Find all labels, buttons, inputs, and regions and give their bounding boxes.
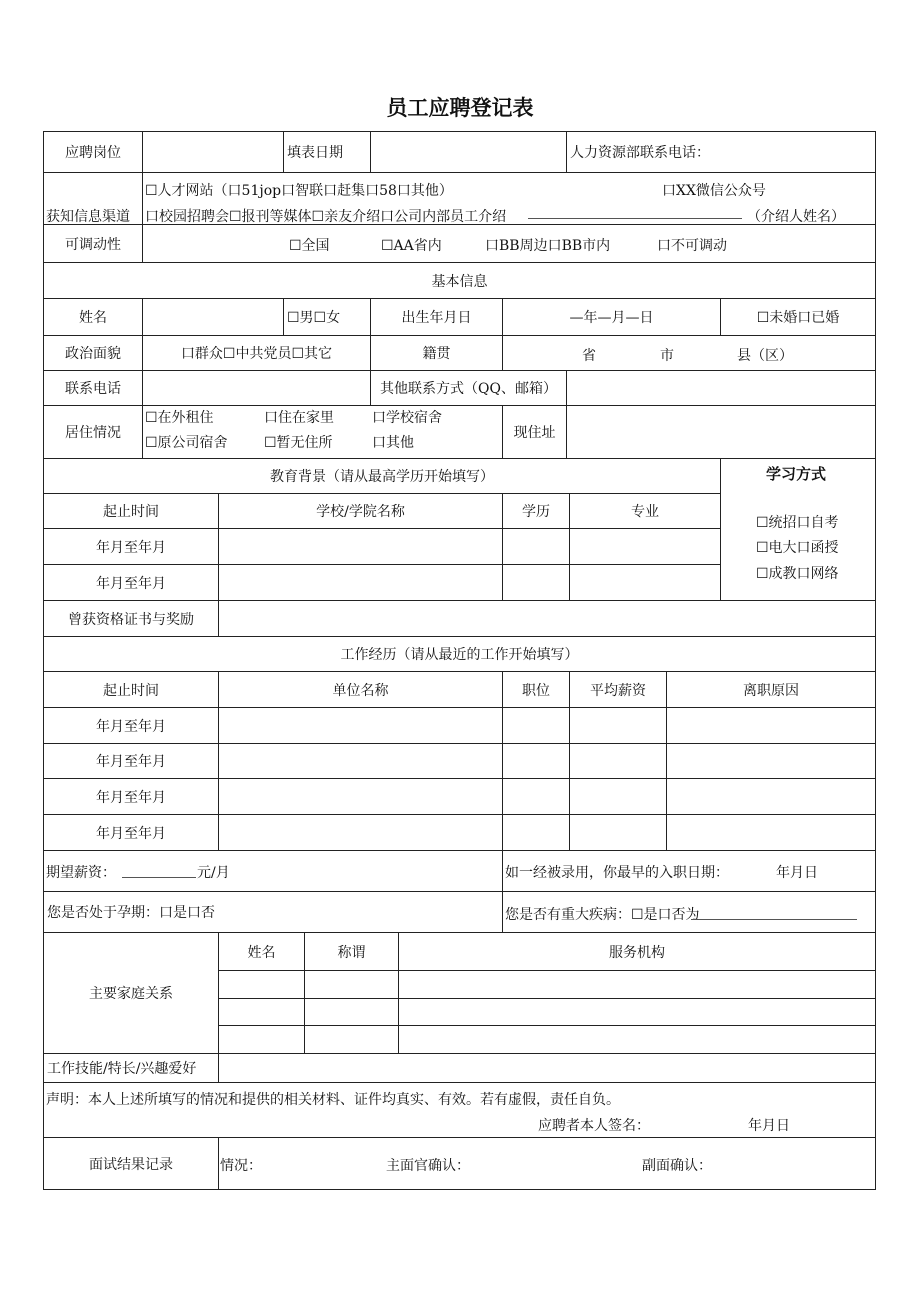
work-row-position[interactable] bbox=[502, 814, 570, 851]
study-mode-label: 学习方式 bbox=[766, 465, 827, 483]
channel-checkboxes-line1[interactable]: ☐人才网站（口51jop口智联口赶集口58口其他） bbox=[145, 183, 453, 199]
city-label: 市 bbox=[660, 348, 674, 364]
residence-label: 居住情况 bbox=[43, 405, 143, 459]
family-col-relation: 称谓 bbox=[304, 932, 399, 971]
work-row-company[interactable] bbox=[218, 814, 503, 851]
family-col-org: 服务机构 bbox=[398, 932, 876, 971]
fill-date-label: 填表日期 bbox=[283, 131, 371, 173]
work-row-reason[interactable] bbox=[666, 743, 876, 779]
edu-col-period: 起止时间 bbox=[43, 493, 219, 529]
family-row-org[interactable] bbox=[398, 970, 876, 999]
interview-main: 主面官确认： bbox=[386, 1158, 470, 1174]
work-row-period[interactable]: 年月至年月 bbox=[43, 778, 219, 815]
start-date-label: 如一经被录用，你最早的入职日期： bbox=[505, 865, 729, 881]
interview-label: 面试结果记录 bbox=[43, 1137, 219, 1190]
work-row-reason[interactable] bbox=[666, 778, 876, 815]
edu-row-school[interactable] bbox=[218, 528, 503, 565]
edu-row-degree[interactable] bbox=[502, 564, 570, 601]
study-option-2[interactable]: ☐电大口函授 bbox=[756, 540, 839, 556]
skills-label: 工作技能/特长/兴趣爱好 bbox=[43, 1053, 219, 1083]
residence-school[interactable]: 口学校宿舍 bbox=[372, 410, 442, 426]
phone-label: 联系电话 bbox=[43, 370, 143, 406]
work-row-company[interactable] bbox=[218, 707, 503, 744]
certs-input[interactable] bbox=[218, 600, 876, 637]
birth-input[interactable]: —年—月—日 bbox=[502, 298, 721, 336]
edu-row-major[interactable] bbox=[569, 564, 721, 601]
birth-label: 出生年月日 bbox=[370, 298, 503, 336]
work-row-period[interactable]: 年月至年月 bbox=[43, 707, 219, 744]
work-col-salary: 平均薪资 bbox=[569, 671, 667, 708]
province-label: 省 bbox=[582, 348, 596, 364]
work-row-company[interactable] bbox=[218, 778, 503, 815]
start-date-value[interactable]: 年月日 bbox=[776, 865, 818, 881]
edu-col-degree: 学历 bbox=[502, 493, 570, 529]
work-row-period[interactable]: 年月至年月 bbox=[43, 743, 219, 779]
position-input[interactable] bbox=[142, 131, 284, 173]
family-row-name[interactable] bbox=[218, 998, 305, 1026]
work-row-period[interactable]: 年月至年月 bbox=[43, 814, 219, 851]
family-row-org[interactable] bbox=[398, 1025, 876, 1054]
illness-detail-input[interactable] bbox=[691, 919, 857, 920]
basic-info-header: 基本信息 bbox=[43, 262, 876, 299]
work-row-position[interactable] bbox=[502, 743, 570, 779]
name-input[interactable] bbox=[142, 298, 284, 336]
residence-company[interactable]: ☐原公司宿舍 bbox=[145, 435, 228, 451]
work-row-position[interactable] bbox=[502, 778, 570, 815]
marital-checkboxes[interactable]: ☐未婚口已婚 bbox=[720, 298, 876, 336]
position-label: 应聘岗位 bbox=[43, 131, 143, 173]
referrer-label: （介绍人姓名） bbox=[747, 209, 845, 225]
origin-label: 籍贯 bbox=[370, 335, 503, 371]
salary-input[interactable] bbox=[122, 877, 196, 878]
residence-other[interactable]: 口其他 bbox=[372, 435, 414, 451]
family-col-name: 姓名 bbox=[218, 932, 305, 971]
channel-checkboxes-line2[interactable]: 口校园招聘会☐报刊等媒体☐亲友介绍口公司内部员工介绍 bbox=[145, 209, 507, 225]
address-label: 现住址 bbox=[502, 405, 567, 459]
form-title: 员工应聘登记表 bbox=[386, 95, 534, 120]
work-row-reason[interactable] bbox=[666, 707, 876, 744]
residence-rent[interactable]: ☐在外租住 bbox=[145, 410, 214, 426]
edu-col-school: 学校/学院名称 bbox=[218, 493, 503, 529]
study-option-3[interactable]: ☐成教口网络 bbox=[756, 566, 839, 582]
work-row-reason[interactable] bbox=[666, 814, 876, 851]
education-header: 教育背景（请从最高学历开始填写） bbox=[43, 458, 721, 494]
work-row-salary[interactable] bbox=[569, 814, 667, 851]
wechat-checkbox[interactable]: 口XX微信公众号 bbox=[662, 183, 766, 199]
address-input[interactable] bbox=[566, 405, 876, 459]
interview-cell bbox=[218, 1137, 876, 1190]
work-col-company: 单位名称 bbox=[218, 671, 503, 708]
edu-row-degree[interactable] bbox=[502, 528, 570, 565]
edu-row-major[interactable] bbox=[569, 528, 721, 565]
gender-checkboxes[interactable]: ☐男☐女 bbox=[283, 298, 371, 336]
work-col-position: 职位 bbox=[502, 671, 570, 708]
work-col-reason: 离职原因 bbox=[666, 671, 876, 708]
family-row-name[interactable] bbox=[218, 970, 305, 999]
county-label: 县（区） bbox=[737, 348, 793, 364]
channel-label: 获知信息渠道 bbox=[46, 209, 130, 225]
work-col-period: 起止时间 bbox=[43, 671, 219, 708]
salary-label: 期望薪资： bbox=[46, 865, 116, 881]
work-header: 工作经历（请从最近的工作开始填写） bbox=[43, 636, 876, 672]
family-row-name[interactable] bbox=[218, 1025, 305, 1054]
family-label: 主要家庭关系 bbox=[43, 932, 219, 1054]
name-label: 姓名 bbox=[43, 298, 143, 336]
interview-situation: 情况： bbox=[220, 1158, 262, 1174]
mobility-label: 可调动性 bbox=[43, 224, 143, 263]
other-contact-input[interactable] bbox=[566, 370, 876, 406]
signature-date[interactable]: 年月日 bbox=[748, 1118, 790, 1134]
referrer-name-input[interactable] bbox=[528, 218, 742, 219]
illness-checkboxes[interactable]: 您是否有重大疾病：☐是口否为 bbox=[505, 907, 700, 923]
salary-unit: 元/月 bbox=[197, 865, 230, 881]
other-contact-label: 其他联系方式（QQ、邮箱） bbox=[370, 370, 567, 406]
skills-input[interactable] bbox=[218, 1053, 876, 1083]
interview-deputy: 副面确认： bbox=[642, 1158, 712, 1174]
work-row-position[interactable] bbox=[502, 707, 570, 744]
political-checkboxes[interactable]: 口群众☐中共党员☐其它 bbox=[142, 335, 371, 371]
mobility-option-nation[interactable]: ☐全国 bbox=[289, 238, 330, 254]
pregnancy-checkboxes[interactable]: 您是否处于孕期：口是口否 bbox=[43, 891, 503, 933]
edu-row-period[interactable]: 年月至年月 bbox=[43, 564, 219, 601]
origin-input[interactable] bbox=[502, 335, 876, 371]
certs-label: 曾获资格证书与奖励 bbox=[43, 600, 219, 637]
family-row-org[interactable] bbox=[398, 998, 876, 1026]
hr-phone-label: 人力资源部联系电话： bbox=[566, 131, 876, 173]
work-row-salary[interactable] bbox=[569, 707, 667, 744]
signature-label: 应聘者本人签名： bbox=[538, 1118, 650, 1134]
residence-none[interactable]: ☐暂无住所 bbox=[264, 435, 333, 451]
edu-col-major: 专业 bbox=[569, 493, 721, 529]
edu-row-school[interactable] bbox=[218, 564, 503, 601]
study-option-1[interactable]: ☐统招口自考 bbox=[756, 515, 839, 531]
edu-row-period[interactable]: 年月至年月 bbox=[43, 528, 219, 565]
work-row-salary[interactable] bbox=[569, 743, 667, 779]
residence-home[interactable]: 口住在家里 bbox=[264, 410, 334, 426]
statement-text: 声明：本人上述所填写的情况和提供的相关材料、证件均真实、有效。若有虚假，责任自负。 bbox=[46, 1092, 620, 1108]
work-row-salary[interactable] bbox=[569, 778, 667, 815]
mobility-option-province[interactable]: ☐AA省内 bbox=[381, 238, 442, 254]
mobility-option-region[interactable]: 口BB周边口BB市内 bbox=[485, 238, 611, 254]
family-row-relation[interactable] bbox=[304, 970, 399, 999]
work-row-company[interactable] bbox=[218, 743, 503, 779]
fill-date-input[interactable] bbox=[370, 131, 567, 173]
family-row-relation[interactable] bbox=[304, 1025, 399, 1054]
family-row-relation[interactable] bbox=[304, 998, 399, 1026]
phone-input[interactable] bbox=[142, 370, 371, 406]
mobility-option-none[interactable]: 口不可调动 bbox=[657, 238, 727, 254]
political-label: 政治面貌 bbox=[43, 335, 143, 371]
